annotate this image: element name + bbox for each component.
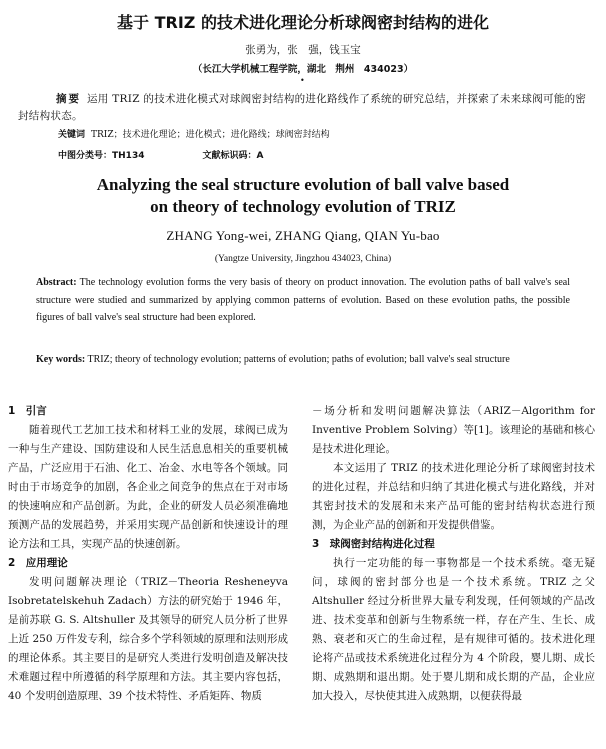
authors-cn: 张勇为，张 强，钱玉宝 — [245, 44, 361, 56]
doc-code-value: A — [256, 151, 264, 161]
abstract-en-text: The technology evolution forms the very basis of theory on product innovation. The evolution paths of ball valve's seal structure were studied and summarized by applying common patterns of evolution. Based on these evolution paths, the possible figures of ball valve's seal structure had been explored. — [36, 277, 570, 323]
abstract-cn-label: 摘要 — [56, 93, 81, 105]
clc-value: TH134 — [112, 151, 145, 161]
keywords-cn-text: TRIZ；技术进化理论；进化模式；进化路线；球阀密封结构 — [91, 130, 330, 140]
abstract-en-label: Abstract: — [36, 277, 77, 288]
section-3-paragraph: 执行一定功能的每一事物都是一个技术系统。毫无疑问，球阀的密封部分也是一个技术系统。TRIZ 之父 Altshuller 经过分析世界大量专利发现，任何领域的产品改进、技术变革和创新与生物系统一样，存在产生、生长、成熟、衰老和灭亡的生命过程，是有规律可循的。技术进化理论将产品或技术系统进化过程分为 4 个阶段，婴儿期、成长期、成熟期和退出期。处于婴儿期和成长期的产品，企业应加大投入，尽快使其进入成熟期，以便获得最 — [312, 557, 595, 702]
right-paragraph-continued: －场分析和发明问题解决算法（ARIZ－Algorithm for Inventive Problem Solving）等[1]。该理论的基础和核心是技术进化理论。 — [312, 405, 595, 455]
abstract-cn — [18, 91, 588, 124]
affiliation-en: (Yangtze University, Jingzhou 434023, China) — [214, 254, 392, 264]
keywords-cn-label: 关键词 — [58, 130, 86, 140]
doc-code-label: 文献标识码： — [202, 151, 257, 161]
abstract-en — [36, 274, 570, 327]
abstract-cn-text: 运用 TRIZ 的技术进化模式对球阀密封结构的进化路线作了系统的研究总结，并探索了未来球阀可能的密封结构状态。 — [18, 93, 587, 122]
title-en-line-2: on theory of technology evolution of TRIZ — [150, 197, 456, 216]
left-column — [8, 402, 288, 706]
right-column — [312, 402, 595, 706]
keywords-en-text: TRIZ; theory of technology evolution; patterns of evolution; paths of evolution; ball valve's seal structure — [85, 354, 510, 365]
title-en-line-1: Analyzing the seal structure evolution of ball valve based — [96, 175, 510, 194]
title-en — [0, 174, 606, 218]
section-1-paragraph: 随着现代工艺加工技术和材料工业的发展，球阀已成为一种与生产建设、国防建设和人民生活息息相关的重要机械产品，广泛应用于石油、化工、冶金、水电等各个领域。同时由于市场竞争的加剧，各企业之间竞争的焦点在于对市场的快速响应和产品创新。为此，企业的研发人员必须准确地预测产品的发展趋势，并采用实现产品创新和快速设计的理论方法和工具，实现产品的快速创新。 — [8, 424, 288, 550]
authors-en: ZHANG Yong-wei, ZHANG Qiang, QIAN Yu-bao — [166, 228, 440, 243]
classification — [58, 148, 263, 161]
right-paragraph-purpose: 本文运用了 TRIZ 的技术进化理论分析了球阀密封技术的进化过程，并总结和归纳了其进化模式与进化路线，并对其密封技术的发展和未来产品可能的密封结构状态进行预测，为企业产品的创新和开发提供借鉴。 — [312, 462, 595, 531]
affiliation-cn: （长江大学机械工程学院，湖北 荆州 434023） — [192, 64, 414, 75]
section-1-heading: 1 引言 — [8, 405, 47, 417]
keywords-en — [36, 351, 570, 369]
section-2-paragraph: 发明问题解决理论（TRIZ－Theoria Resheneyva Isobretatelskehuh Zadach）方法的研究始于 1946 年，是前苏联 G. S. Altshuller 及其领导的研究人员分析了世界上近 250 万件发专利，综合多个学科领域的原理和法则形成的理论体系。其主要目的是研究人类进行发明创造及解决技术难题过程中所遵循的科学原理和方法。其主要内容包括，40 个发明创造原理、39 个技术特性、矛盾矩阵、物质 — [8, 576, 288, 702]
section-3-heading: 3 球阀密封结构进化过程 — [312, 538, 435, 550]
section-2-heading: 2 应用理论 — [8, 557, 68, 569]
title-cn: 基于 TRIZ 的技术进化理论分析球阀密封结构的进化 — [117, 13, 489, 32]
keywords-en-label: Key words: — [36, 354, 86, 365]
separator-dot: • — [300, 76, 305, 85]
keywords-cn — [58, 127, 330, 140]
clc-label: 中图分类号： — [58, 151, 113, 161]
